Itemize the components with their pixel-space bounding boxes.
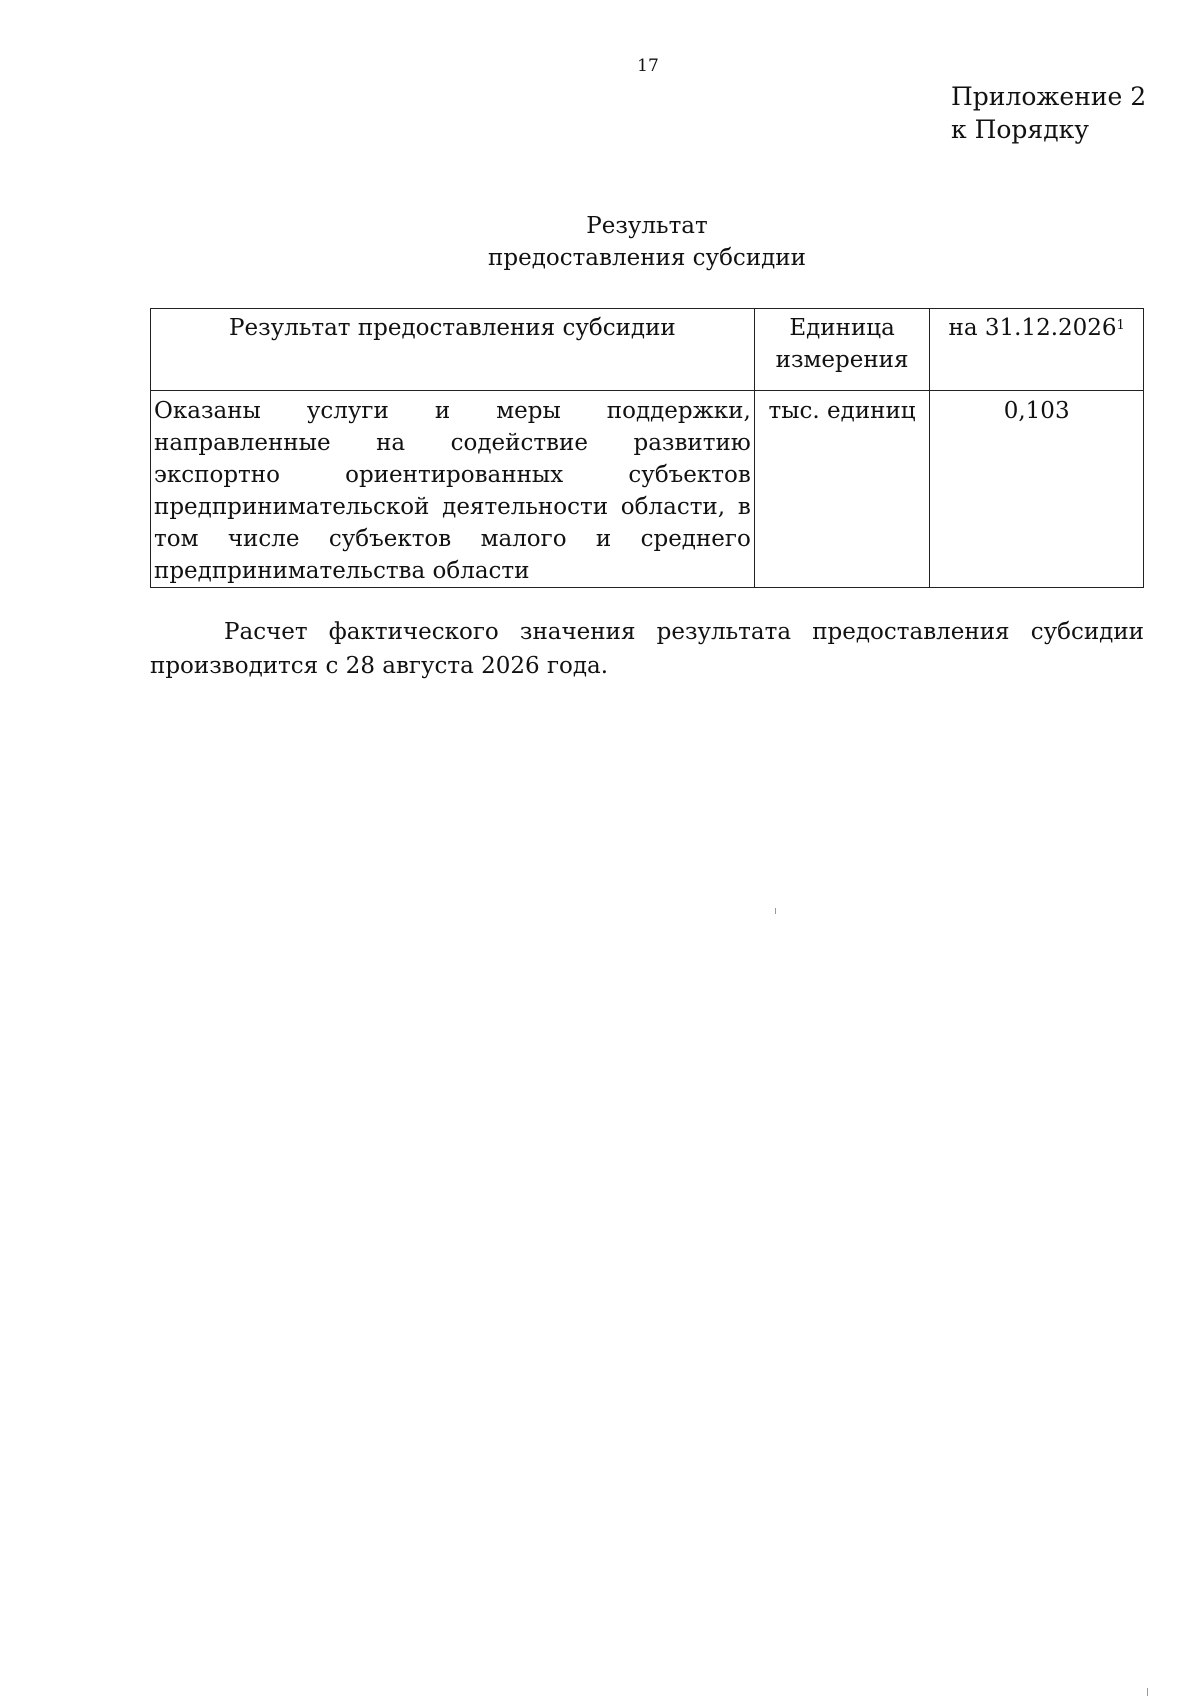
appendix-line-1: Приложение 2	[951, 82, 1147, 111]
header-unit-line-1: Единица	[789, 315, 895, 341]
page-number: 17	[637, 56, 659, 76]
header-unit	[754, 309, 930, 391]
appendix-line-2: к Порядку	[951, 115, 1089, 144]
cell-value: 0,103	[930, 391, 1144, 588]
table-header-row	[151, 309, 1144, 391]
document-title	[150, 210, 1144, 274]
table-row	[151, 391, 1144, 588]
cell-result: Оказаны услуги и меры поддержки, направленные на содействие развитию экспортно ориентированных субъектов предпринимательской деятельности области, в том числе субъектов малого и среднего предпринимательства области	[151, 391, 755, 588]
result-table	[150, 308, 1144, 588]
cell-unit: тыс. единиц	[754, 391, 930, 588]
header-result-label: Результат предоставления субсидии	[229, 315, 676, 341]
calculation-note: Расчет фактического значения результата предоставления субсидии производится с 28 августа 2026 года.	[150, 619, 1144, 679]
scan-mark	[1147, 1688, 1148, 1696]
scan-mark	[775, 908, 776, 914]
header-date	[930, 309, 1144, 391]
header-unit-line-2: измерения	[775, 347, 909, 373]
appendix-reference	[951, 80, 1146, 146]
header-result	[151, 309, 755, 391]
document-title-line-1: Результат	[586, 213, 708, 239]
header-date-label: на 31.12.2026	[948, 315, 1117, 341]
footnote-marker: 1	[1116, 318, 1125, 333]
document-title-line-2: предоставления субсидии	[488, 245, 806, 271]
